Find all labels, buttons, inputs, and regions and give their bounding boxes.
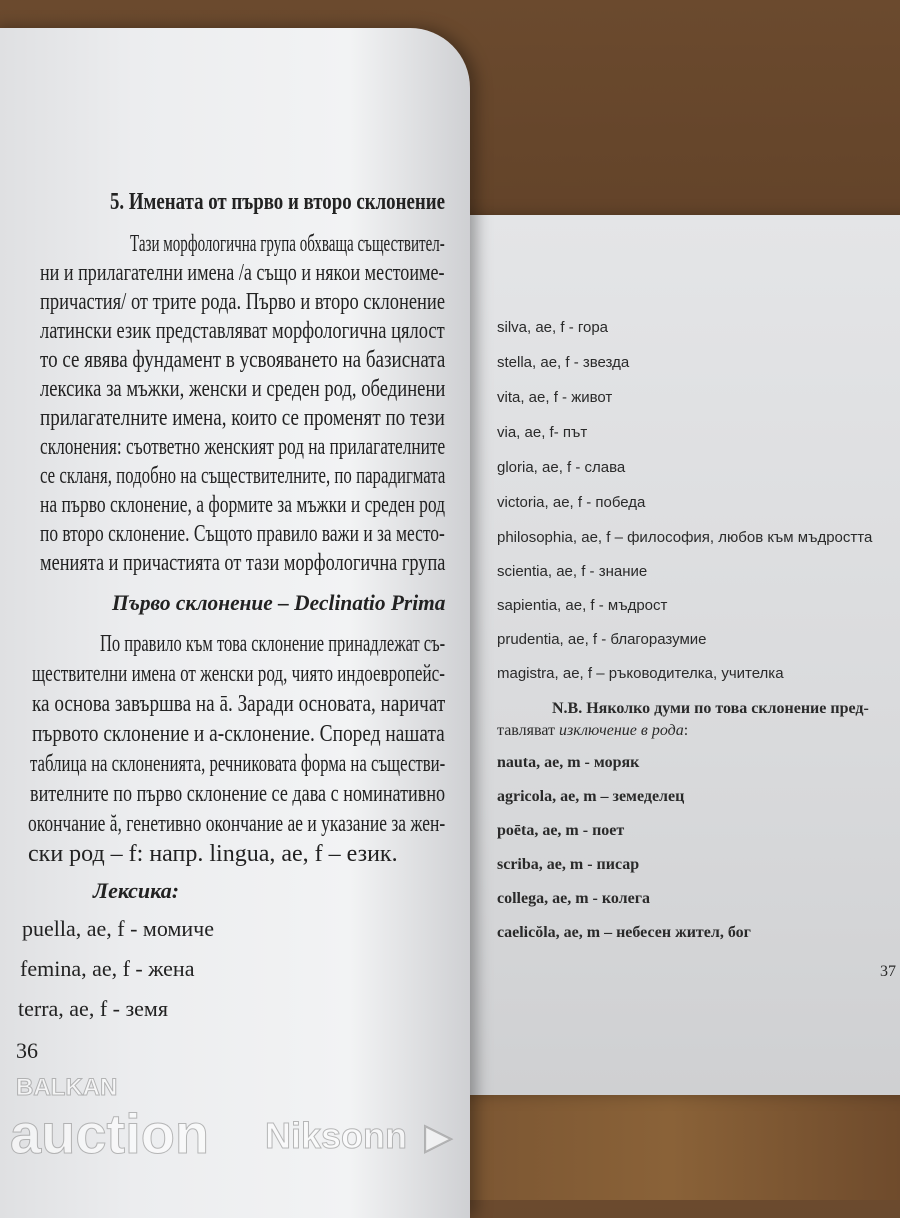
- right-page: [450, 215, 900, 1095]
- note-text: :: [683, 722, 689, 739]
- text-line: на първо склонение, а формите за мъжки и среден род: [40, 492, 446, 518]
- word-entry: stella, ae, f - звезда: [497, 354, 630, 371]
- table-surface: [440, 1090, 900, 1200]
- word-entry: prudentia, ae, f - благоразумие: [497, 631, 707, 648]
- lexicon-entry: puella, ae, f - момиче: [22, 916, 214, 941]
- text-line: менията и причастията от тази морфологична група: [40, 550, 446, 576]
- page-number: 36: [16, 1038, 38, 1063]
- word-entry: gloria, ae, f - слава: [497, 459, 626, 476]
- text-line: ка основа завършва на ā. Заради основата, наричат: [32, 691, 446, 717]
- word-entry: vita, ae, f - живот: [497, 389, 613, 406]
- word-entry: victoria, ae, f - победа: [497, 494, 646, 511]
- section-subheading: Първо склонение – Declinatio Prima: [112, 590, 446, 615]
- note-italic: изключение в рода: [559, 722, 684, 739]
- exception-entry: collega, ae, m - колега: [497, 890, 650, 907]
- text-line: се скланя, подобно на съществителните, по парадигмата: [40, 463, 446, 489]
- text-line: склонения: съответно женският род на прилагателните: [40, 434, 446, 460]
- word-entry: magistra, ae, f – ръководителка, учителка: [497, 665, 784, 682]
- exception-entry: agricola, ae, m – земеделец: [497, 788, 685, 805]
- watermark-text: BALKAN: [16, 1074, 118, 1101]
- word-entry: philosophia, ae, f – философия, любов към мъдростта: [497, 529, 873, 546]
- text-line: По правило към това склонение принадлежат съ-: [100, 631, 446, 657]
- lexicon-entry: femina, ae, f - жена: [20, 956, 195, 981]
- watermark-text: auction: [10, 1102, 210, 1165]
- note-line: [497, 722, 688, 740]
- text-line: ществителни имена от женски род, чиято индоевропейс-: [32, 661, 445, 687]
- text-line: таблица на склоненията, речниковата форма на съществи-: [30, 751, 446, 777]
- lexicon-heading: Лексика:: [93, 878, 180, 903]
- watermark-text: Niksonn: [265, 1115, 408, 1156]
- exception-entry: poēta, ae, m - поет: [497, 822, 625, 839]
- note-text: тавляват: [497, 722, 559, 739]
- text-line: ски род – f: напр. lingua, ae, f – език.: [28, 841, 398, 867]
- word-entry: scientia, ae, f - знание: [497, 563, 648, 580]
- page-number: 37: [880, 963, 896, 980]
- text-line: ни и прилагателни имена /а също и някои местоиме-: [40, 260, 445, 286]
- text-line: лексика за мъжки, женски и среден род, обединени: [40, 376, 446, 402]
- text-line: то се явява фундамент в усвояването на базисната: [40, 347, 446, 373]
- text-line: прилагателните имена, които се променят по тези: [40, 405, 445, 431]
- lexicon-entry: terra, ae, f - земя: [18, 996, 168, 1021]
- word-entry: via, ae, f- път: [497, 424, 588, 441]
- text-line: първото склонение и а-склонение. Според нашата: [32, 721, 445, 747]
- chapter-title: 5. Имената от първо и второ склонение: [110, 189, 445, 215]
- word-entry: sapientia, ae, f - мъдрост: [497, 597, 668, 614]
- text-line: Тази морфологична група обхваща съществител-: [130, 231, 445, 257]
- play-triangle-icon: ▶: [425, 1118, 452, 1156]
- note-line: N.B. Няколко думи по това склонение пред-: [552, 700, 869, 717]
- text-line: по второ склонение. Същото правило важи и за место-: [40, 521, 445, 547]
- text-line: вителните по първо склонение се дава с номинативно: [30, 781, 446, 807]
- exception-entry: caelicŏla, ae, m – небесен жител, бог: [497, 924, 751, 941]
- exception-entry: nauta, ae, m - моряк: [497, 754, 640, 771]
- text-line: окончание ă, генетивно окончание ae и указание за жен-: [28, 811, 446, 837]
- text-line: латински език представляват морфологична цялост: [40, 318, 445, 344]
- text-line: причастия/ от трите рода. Първо и второ склонение: [40, 289, 446, 315]
- exception-entry: scriba, ae, m - писар: [497, 856, 640, 873]
- word-entry: silva, ae, f - гора: [497, 319, 609, 336]
